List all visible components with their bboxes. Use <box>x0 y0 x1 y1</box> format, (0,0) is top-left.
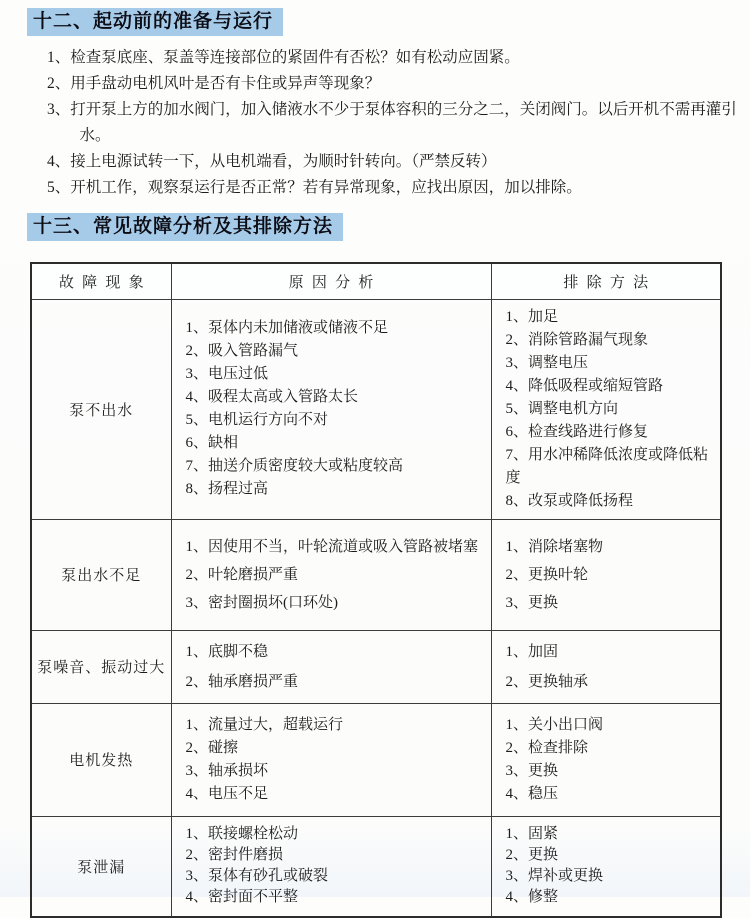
remedy-cell <box>491 299 721 519</box>
cause-cell <box>171 816 491 917</box>
prep-list-item: 1、检查泵底座、泵盖等连接部位的紧固件有否松？如有松动应固紧。 <box>47 49 520 66</box>
prep-list-item: 2、用手盘动电机风叶是否有卡住或异声等现象？ <box>47 75 381 92</box>
remedy-line: 2、消除管路漏气现象 <box>505 331 649 348</box>
section-13-heading: 十三、常见故障分析及其排除方法 <box>27 213 343 241</box>
remedy-line: 1、消除堵塞物 <box>505 538 604 555</box>
remedy-line: 4、降低吸程或缩短管路 <box>505 377 664 394</box>
remedy-line: 4、修整 <box>505 889 559 906</box>
cause-line: 3、泵体有砂孔或破裂 <box>185 868 329 885</box>
cause-line: 1、流量过大，超载运行 <box>185 716 344 733</box>
remedy-line: 1、固紧 <box>505 826 559 843</box>
remedy-line: 1、加足 <box>505 308 559 325</box>
cause-cell <box>171 630 491 703</box>
fault-cell: 泵出水不足 <box>31 519 171 630</box>
cause-line: 2、吸入管路漏气 <box>185 343 299 359</box>
remedy-line: 2、更换轴承 <box>505 673 589 690</box>
cause-line: 1、因使用不当，叶轮流道或吸入管路被堵塞 <box>185 538 479 555</box>
cause-line: 4、密封面不平整 <box>185 889 299 906</box>
cause-line: 3、轴承损坏 <box>185 762 269 779</box>
prep-list-item: 3、打开泵上方的加水阀门，加入储液水不少于泵体容积的三分之二，关闭阀门。以后开机不需再灌引水。 <box>47 101 737 144</box>
header-cell-cause: 原因分析 <box>171 263 491 299</box>
table-row <box>31 299 721 519</box>
cause-line: 5、电机运行方向不对 <box>185 412 329 428</box>
remedy-line: 2、更换叶轮 <box>505 566 589 583</box>
remedy-line: 5、调整电机方向 <box>505 400 619 417</box>
cause-line: 8、扬程过高 <box>185 481 269 497</box>
cause-line: 2、碰擦 <box>185 739 239 756</box>
fault-table-header <box>31 263 721 299</box>
header-row <box>31 263 721 299</box>
remedy-line: 3、更换 <box>505 762 559 779</box>
remedy-line: 2、更换 <box>505 847 559 864</box>
header-cell-remedy: 排除方法 <box>491 263 721 299</box>
fault-cell: 电机发热 <box>31 703 171 816</box>
table-row <box>31 519 721 630</box>
cause-line: 1、联接螺栓松动 <box>185 826 299 843</box>
remedy-line: 4、稳压 <box>505 785 559 802</box>
cause-cell <box>171 519 491 630</box>
table-row <box>31 816 721 917</box>
fault-table <box>30 262 722 918</box>
remedy-line: 6、检查线路进行修复 <box>505 423 649 440</box>
fault-table-body <box>31 299 721 917</box>
section-12-heading: 十二、起动前的准备与运行 <box>27 8 283 36</box>
prep-list-item: 5、开机工作，观察泵运行是否正常？若有异常现象，应找出原因，加以排除。 <box>47 179 582 196</box>
remedy-line: 3、焊补或更换 <box>505 868 604 885</box>
cause-line: 3、电压过低 <box>185 366 269 382</box>
cause-cell <box>171 703 491 816</box>
cause-line: 1、底脚不稳 <box>185 643 269 660</box>
remedy-line: 1、加固 <box>505 643 559 660</box>
cause-cell <box>171 299 491 519</box>
remedy-line: 3、更换 <box>505 594 559 611</box>
remedy-line: 1、关小出口阀 <box>505 716 604 733</box>
prep-list <box>47 45 737 201</box>
cause-line: 2、轴承磨损严重 <box>185 673 299 690</box>
table-row <box>31 630 721 703</box>
remedy-line: 2、检查排除 <box>505 739 589 756</box>
cause-line: 4、电压不足 <box>185 785 269 802</box>
fault-cell: 泵泄漏 <box>31 816 171 917</box>
remedy-line: 3、调整电压 <box>505 354 589 371</box>
cause-line: 2、叶轮磨损严重 <box>185 566 299 583</box>
remedy-line: 8、改泵或降低扬程 <box>505 492 634 509</box>
remedy-line: 7、用水冲稀降低浓度或降低粘度 <box>505 446 709 486</box>
fault-cell: 泵不出水 <box>31 299 171 519</box>
header-cell-fault: 故障现象 <box>31 263 171 299</box>
cause-line: 3、密封圈损坏(口环处) <box>185 594 338 611</box>
cause-line: 6、缺相 <box>185 435 239 451</box>
cause-line: 1、泵体内未加储液或储液不足 <box>185 320 389 336</box>
remedy-cell <box>491 703 721 816</box>
cause-line: 7、抽送介质密度较大或粘度较高 <box>185 458 404 474</box>
table-row <box>31 703 721 816</box>
prep-list-item: 4、接上电源试转一下，从电机端看，为顺时针转向。（严禁反转） <box>47 153 497 170</box>
cause-line: 4、吸程太高或入管路太长 <box>185 389 359 405</box>
remedy-cell <box>491 816 721 917</box>
remedy-cell <box>491 630 721 703</box>
cause-line: 2、密封件磨损 <box>185 847 284 864</box>
remedy-cell <box>491 519 721 630</box>
fault-cell: 泵噪音、振动过大 <box>31 630 171 703</box>
